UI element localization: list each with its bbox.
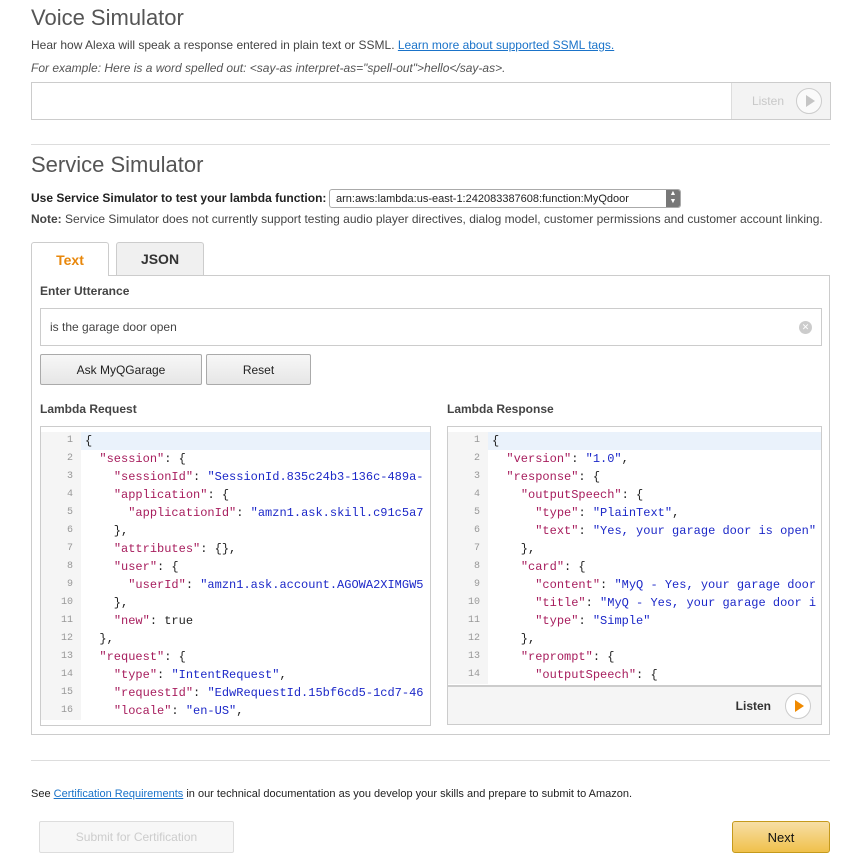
response-code-line <box>448 540 821 558</box>
footer-rest: in our technical documentation as you develop your skills and prepare to submit to Amazon. <box>186 788 633 800</box>
line-number: 10 <box>448 594 488 612</box>
lambda-function-select[interactable] <box>329 189 681 208</box>
code-text: "userId": "amzn1.ask.account.AGOWA2XIMGW5 <box>128 578 424 592</box>
utterance-input[interactable] <box>40 308 822 346</box>
code-text: }, <box>85 632 114 646</box>
divider <box>31 144 830 145</box>
voice-description-text: Hear how Alexa will speak a response entered in plain text or SSML. <box>31 38 395 52</box>
code-text: "reprompt": { <box>520 650 615 664</box>
line-number: 11 <box>448 612 488 630</box>
request-code-line <box>41 558 430 576</box>
code-text: "attributes": {}, <box>113 542 237 556</box>
request-code-line <box>41 522 430 540</box>
response-code-line <box>448 558 821 576</box>
code-text: "response": { <box>506 470 601 484</box>
code-text: "sessionId": "SessionId.835c24b3-136c-489a- <box>113 470 424 484</box>
line-number: 8 <box>41 558 81 576</box>
code-text: "text": "Yes, your garage door is open" <box>535 524 817 538</box>
service-simulator-title: Service Simulator <box>31 152 204 177</box>
line-number: 5 <box>41 504 81 522</box>
certification-note <box>31 788 632 800</box>
lambda-response-editor[interactable] <box>447 426 822 686</box>
code-text: "requestId": "EdwRequestId.15bf6cd5-1cd7-46 <box>113 686 424 700</box>
request-code-line <box>41 504 430 522</box>
code-text: }, <box>492 542 536 556</box>
lambda-function-label: Use Service Simulator to test your lambda function: <box>31 191 327 205</box>
code-text: "user": { <box>113 560 179 574</box>
line-number: 7 <box>448 540 488 558</box>
line-number: 15 <box>41 684 81 702</box>
footer-see: See <box>31 788 51 800</box>
line-number: 6 <box>448 522 488 540</box>
clear-icon[interactable]: ✕ <box>799 321 812 334</box>
voice-listen-button[interactable] <box>731 83 830 119</box>
response-listen-button[interactable] <box>447 686 822 725</box>
response-code-line <box>448 648 821 666</box>
tab-json[interactable]: JSON <box>116 242 204 275</box>
request-code-line <box>41 450 430 468</box>
line-number: 13 <box>448 648 488 666</box>
request-code-line <box>41 648 430 666</box>
line-number: 12 <box>41 630 81 648</box>
response-code-line <box>448 630 821 648</box>
line-number: 2 <box>448 450 488 468</box>
code-text: "outputSpeech": { <box>535 668 658 682</box>
line-number: 11 <box>41 612 81 630</box>
code-text: "new": true <box>113 614 194 628</box>
line-number: 5 <box>448 504 488 522</box>
request-code-line <box>41 432 430 450</box>
request-code-line <box>41 576 430 594</box>
voice-listen-label: Listen <box>751 94 784 108</box>
ssml-learn-more-link[interactable]: Learn more about supported SSML tags. <box>397 38 615 52</box>
play-icon <box>785 693 811 719</box>
response-code-line <box>448 486 821 504</box>
code-text: "applicationId": "amzn1.ask.skill.c91c5a7 <box>128 506 424 520</box>
response-code-line <box>448 576 821 594</box>
code-text: "locale": "en-US", <box>113 704 244 718</box>
play-icon <box>796 88 822 114</box>
lambda-request-title: Lambda Request <box>40 402 137 416</box>
code-text: "type": "IntentRequest", <box>113 668 287 682</box>
line-number: 8 <box>448 558 488 576</box>
request-code-line <box>41 540 430 558</box>
code-text: "content": "MyQ - Yes, your garage door <box>535 578 817 592</box>
code-text: "title": "MyQ - Yes, your garage door i <box>535 596 817 610</box>
request-code-line <box>41 666 430 684</box>
request-code-line <box>41 612 430 630</box>
line-number: 1 <box>448 432 488 450</box>
line-number: 3 <box>41 468 81 486</box>
response-code-line <box>448 450 821 468</box>
voice-simulator-title: Voice Simulator <box>31 5 184 30</box>
response-code-line <box>448 504 821 522</box>
ssml-input[interactable] <box>31 82 831 120</box>
line-number: 12 <box>448 630 488 648</box>
service-simulator-note <box>31 212 823 226</box>
code-text: { <box>492 434 500 448</box>
divider <box>31 760 830 761</box>
code-text: "card": { <box>520 560 586 574</box>
line-number: 16 <box>41 702 81 720</box>
line-number: 3 <box>448 468 488 486</box>
response-code-line <box>448 612 821 630</box>
code-text: { <box>85 434 93 448</box>
line-number: 9 <box>41 576 81 594</box>
certification-requirements-link[interactable]: Certification Requirements <box>53 788 184 800</box>
utterance-label: Enter Utterance <box>40 284 130 298</box>
line-number: 9 <box>448 576 488 594</box>
code-text: "application": { <box>113 488 230 502</box>
lambda-request-editor[interactable] <box>40 426 431 726</box>
response-code-line <box>448 432 821 450</box>
tab-text[interactable]: Text <box>31 242 109 276</box>
note-label: Note: <box>31 212 62 226</box>
code-text: "request": { <box>99 650 186 664</box>
request-code-line <box>41 594 430 612</box>
submit-for-certification-button[interactable]: Submit for Certification <box>39 821 234 853</box>
line-number: 4 <box>448 486 488 504</box>
select-arrows-icon: ▲ ▼ <box>666 190 680 207</box>
code-text: "session": { <box>99 452 186 466</box>
code-text: "type": "PlainText", <box>535 506 680 520</box>
response-code-line <box>448 666 821 684</box>
response-listen-label: Listen <box>735 698 771 713</box>
code-text: "version": "1.0", <box>506 452 629 466</box>
code-text: }, <box>85 596 129 610</box>
line-number: 10 <box>41 594 81 612</box>
note-text: Service Simulator does not currently support testing audio player directives, dialog model, customer permissions and customer account linking. <box>65 212 823 226</box>
line-number: 14 <box>41 666 81 684</box>
response-code-line <box>448 522 821 540</box>
response-code-line <box>448 468 821 486</box>
line-number: 2 <box>41 450 81 468</box>
next-button[interactable]: Next <box>732 821 830 853</box>
line-number: 6 <box>41 522 81 540</box>
lambda-response-title: Lambda Response <box>447 402 554 416</box>
request-code-line <box>41 702 430 720</box>
ssml-example-text: For example: Here is a word spelled out: <say-as interpret-as="spell-out">hello</say-as>. <box>31 61 506 75</box>
code-text: "outputSpeech": { <box>520 488 644 502</box>
request-code-line <box>41 630 430 648</box>
request-code-line <box>41 684 430 702</box>
voice-simulator-description <box>31 38 614 52</box>
code-text: "type": "Simple" <box>535 614 651 628</box>
code-text: }, <box>85 524 129 538</box>
utterance-value: is the garage door open <box>50 320 177 334</box>
line-number: 1 <box>41 432 81 450</box>
line-number: 4 <box>41 486 81 504</box>
request-code-line <box>41 468 430 486</box>
line-number: 13 <box>41 648 81 666</box>
ask-skill-button[interactable]: Ask MyQGarage <box>40 354 202 385</box>
request-code-line <box>41 486 430 504</box>
line-number: 7 <box>41 540 81 558</box>
lambda-function-value: arn:aws:lambda:us-east-1:242083387608:function:MyQdoor <box>336 193 629 205</box>
code-text: }, <box>492 632 536 646</box>
reset-button[interactable]: Reset <box>206 354 311 385</box>
response-code-line <box>448 594 821 612</box>
line-number: 14 <box>448 666 488 684</box>
